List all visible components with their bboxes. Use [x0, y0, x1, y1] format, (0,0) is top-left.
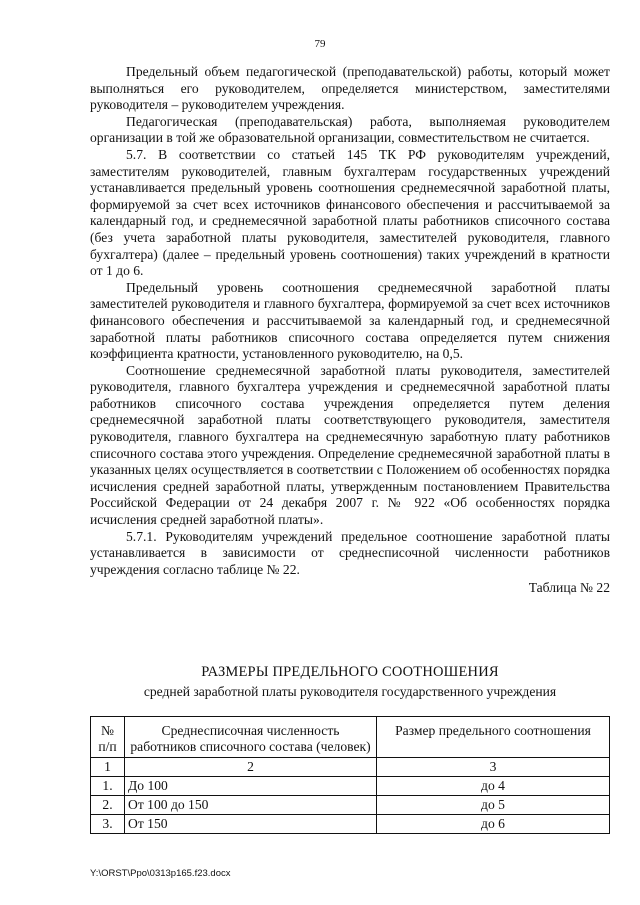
table-title: РАЗМЕРЫ ПРЕДЕЛЬНОГО СООТНОШЕНИЯ [201, 664, 499, 680]
document-body [90, 64, 610, 597]
row-headcount: От 150 [125, 815, 377, 834]
footer-file-path: Y:\ORST\Ppo\0313p165.f23.docx [90, 868, 231, 879]
column-number: 3 [377, 758, 610, 777]
table-row [91, 796, 610, 815]
row-ratio: до 5 [377, 796, 610, 815]
header-ratio: Размер предельного соотношения [377, 717, 610, 758]
paragraph: Педагогическая (преподавательская) работа, выполняемая руководителем организации в той же образовательной организации, совместительством не считается. [90, 113, 610, 146]
paragraph: Соотношение среднемесячной заработной платы руководителя, заместителей руководителя, главного бухгалтера учреждения и среднемесячной заработной платы работников списочного состава учреждения определяется путем деления среднемесячной заработной платы соответствующего руководителя, заместителя руководителя, главного бухгалтера на среднемесячную заработную плату работников списочного состава этого учреждения. Определение среднемесячной заработной платы в указанных целях осуществляется в соответствии с Положением об особенностях порядка исчисления средней заработной платы, утвержденным постановлением Правительства Российской Федерации от 24 декабря 2007 г. № 922 «Об особенностях порядка исчисления средней заработной платы». [90, 362, 610, 528]
row-ratio: до 4 [377, 777, 610, 796]
header-headcount: Среднесписочная численность работников списочного состава (человек) [125, 717, 377, 758]
table-header-row [91, 717, 610, 758]
ratio-table [90, 716, 610, 834]
table-row [91, 815, 610, 834]
paragraph: 5.7. В соответствии со статьей 145 ТК РФ руководителям учреждений, заместителям руководителей, главным бухгалтерам государственных учреждений устанавливается предельный уровень соотношения среднемесячной заработной платы, формируемой за счет всех источников финансового обеспечения и рассчитываемой за календарный год, и среднемесячной заработной платы работников списочного состава (без учета заработной платы руководителя, заместителей руководителя, главного бухгалтера) (далее – предельный уровень соотношения) таких учреждений в кратности от 1 до 6. [90, 146, 610, 279]
row-number: 1. [91, 777, 125, 796]
table-label: Таблица № 22 [528, 580, 610, 596]
paragraph: Предельный уровень соотношения среднемесячной заработной платы заместителей руководителя и главного бухгалтера, формируемой за счет всех источников финансового обеспечения и рассчитываемой за календарный год, и среднемесячной заработной платы работников списочного состава определяется путем снижения коэффициента кратности, установленного руководителю, на 0,5. [90, 279, 610, 362]
row-headcount: До 100 [125, 777, 377, 796]
column-number-row [91, 758, 610, 777]
table-subtitle: средней заработной платы руководителя государственного учреждения [143, 684, 557, 699]
page-number: 79 [314, 38, 326, 50]
row-number: 2. [91, 796, 125, 815]
table-row [91, 777, 610, 796]
row-headcount: От 100 до 150 [125, 796, 377, 815]
paragraph: Предельный объем педагогической (преподавательской) работы, который может выполняться его руководителем, определяется министерством, заместителями руководителя – руководителем учреждения. [90, 64, 610, 113]
row-ratio: до 6 [377, 815, 610, 834]
paragraph: 5.7.1. Руководителям учреждений предельное соотношение заработной платы устанавливается в зависимости от среднесписочной численности работников учреждения согласно таблице № 22. [90, 528, 610, 577]
column-number: 1 [91, 758, 125, 777]
row-number: 3. [91, 815, 125, 834]
column-number: 2 [125, 758, 377, 777]
header-number: № п/п [91, 717, 125, 758]
